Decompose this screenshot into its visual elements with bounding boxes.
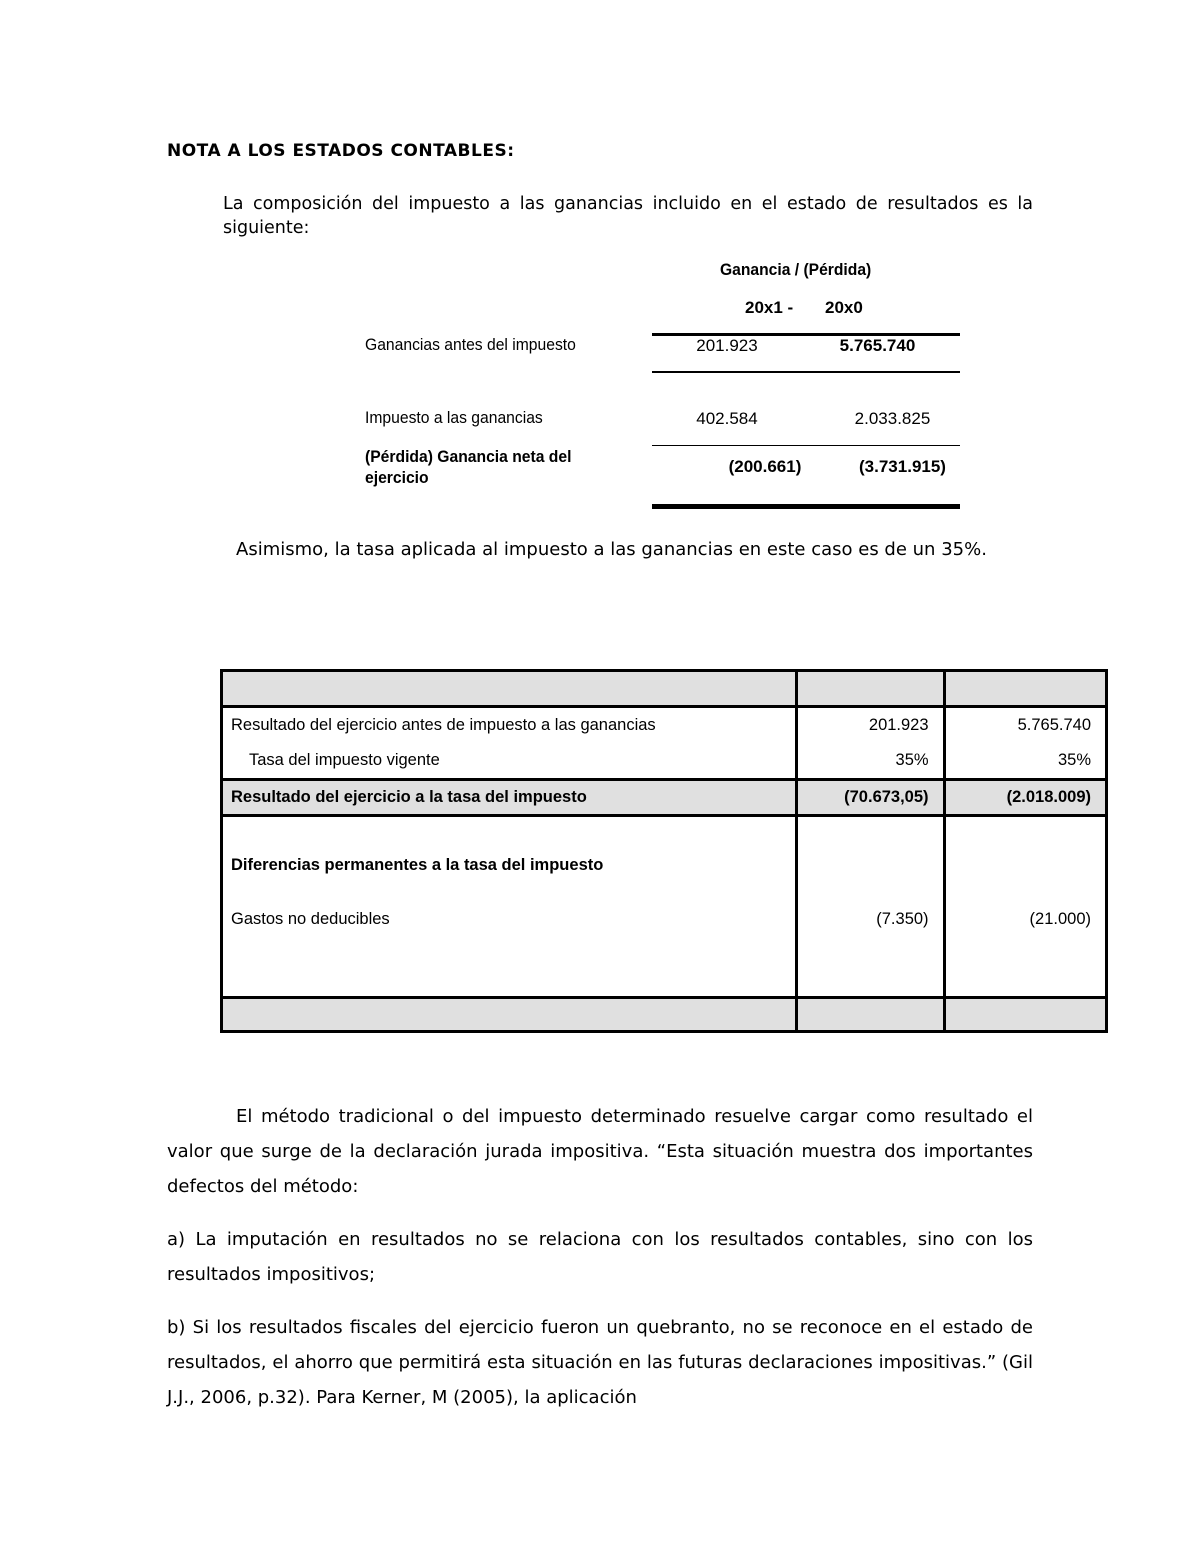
table-row: [222, 743, 1107, 780]
tasa-paragraph: Asimismo, la tasa aplicada al impuesto a las ganancias en este caso es de un 35%.: [236, 539, 987, 560]
table1-row-label: (Pérdida) Ganancia neta del ejercicio: [365, 448, 572, 487]
table1-row-label: Ganancias antes del impuesto: [365, 336, 576, 354]
table-row: [222, 908, 1107, 968]
table-row: [222, 968, 1107, 998]
table1-row-value-b: 2.033.825: [854, 409, 931, 428]
row-label: Gastos no deducibles: [222, 908, 797, 968]
row-label: Tasa del impuesto vigente: [222, 743, 797, 780]
reconciliation-table: [220, 669, 1108, 1033]
table-row: [222, 671, 1107, 707]
table1-row-value-a: 402.584: [696, 409, 758, 428]
body-paragraph: b) Si los resultados fiscales del ejercicio fueron un quebranto, no se reconoce en el estado de resultados, el ahorro que permitirá esta situación en las futuras declaraciones impositivas.” (Gil J.J., 2006, p.32). Para Kerner, M (2005), la aplicación: [167, 1317, 1033, 1408]
table-row: [222, 998, 1107, 1032]
value-20x1: 201.923: [797, 707, 944, 743]
intro-paragraph: La composición del impuesto a las ganancias incluido en el estado de resultados es la siguiente:: [223, 194, 1033, 238]
table1-row-value-a: 201.923: [696, 336, 758, 355]
value-20x0: (21.000): [944, 908, 1106, 968]
table1-col-a: 20x1 -: [745, 298, 794, 317]
table1-header: Ganancia / (Pérdida): [720, 260, 872, 279]
value-20x0: 5.765.740: [944, 707, 1106, 743]
table1-row-value-b: 5.765.740: [839, 336, 916, 355]
table1-row-label: Impuesto a las ganancias: [365, 409, 543, 427]
table1-col-b: 20x0: [825, 298, 863, 317]
row-label: Diferencias permanentes a la tasa del impuesto: [222, 816, 797, 908]
value-20x1: 35%: [797, 743, 944, 780]
value-20x0: (2.018.009): [944, 780, 1106, 816]
body-paragraph: El método tradicional o del impuesto determinado resuelve cargar como resultado el valor que surge de la declaración jurada impositiva. “Esta situación muestra dos importantes defectos del método:: [167, 1106, 1033, 1197]
page-heading: NOTA A LOS ESTADOS CONTABLES:: [167, 141, 515, 161]
body-paragraph: a) La imputación en resultados no se relaciona con los resultados contables, sino con los resultados impositivos;: [167, 1229, 1033, 1285]
table-row: [222, 816, 1107, 908]
table-row: [222, 780, 1107, 816]
table-row: [222, 707, 1107, 743]
value-20x0: 35%: [944, 743, 1106, 780]
row-label: Resultado del ejercicio a la tasa del impuesto: [222, 780, 797, 816]
table1-rule-bottom: [652, 504, 960, 509]
table1-row-value-a: (200.661): [728, 457, 802, 476]
value-20x1: (7.350): [797, 908, 944, 968]
table1-rule: [652, 371, 960, 373]
row-label: Resultado del ejercicio antes de impuesto a las ganancias: [222, 707, 797, 743]
value-20x1: (70.673,05): [797, 780, 944, 816]
table1-rule: [652, 445, 960, 446]
table1-row-value-b: (3.731.915): [859, 457, 946, 476]
